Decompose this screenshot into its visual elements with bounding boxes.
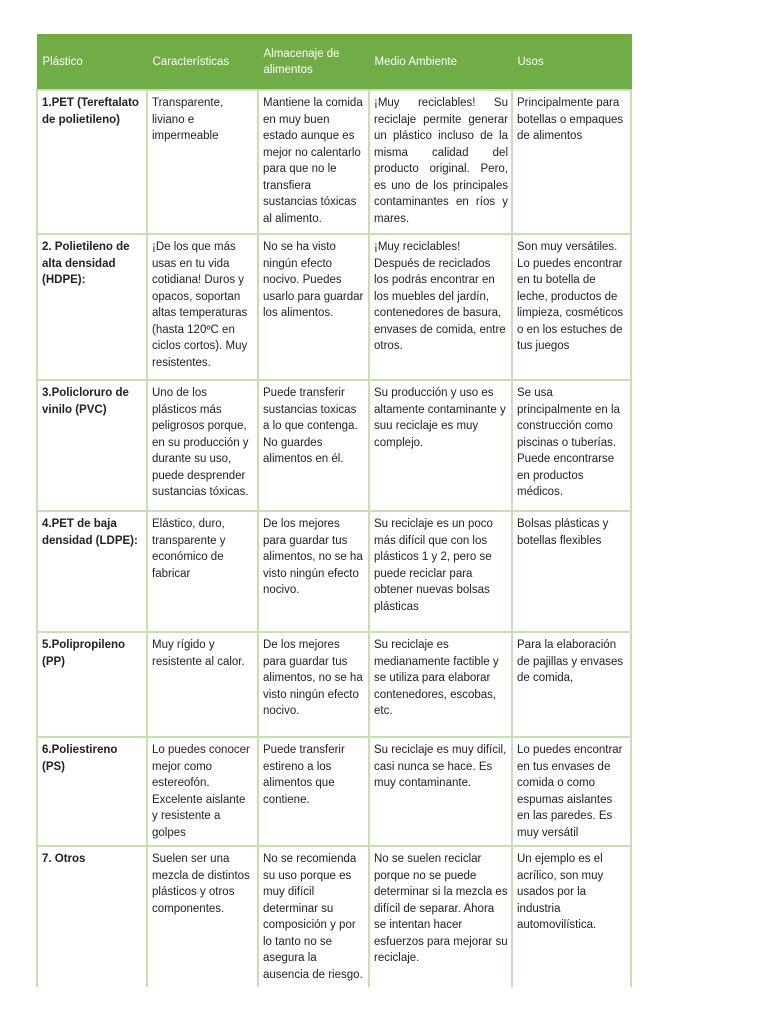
table-cell: Puede transferir sustancias toxicas a lo que contenga. No guardes alimentos en él.: [258, 380, 369, 511]
plastic-name-cell: 3.Policloruro de vinilo (PVC): [37, 380, 147, 511]
header-cell: Almacenaje de alimentos: [258, 35, 369, 91]
table-cell: Elástico, duro, transparente y económico de fabricar: [147, 511, 258, 632]
header-row: [37, 35, 631, 91]
table-cell: ¡Muy reciclables! Su reciclaje permite generar un plástico incluso de la misma calidad del producto original. Pero, es uno de los principales contaminantes en ríos y mares.: [369, 90, 512, 234]
table-cell: Su reciclaje es medianamente factible y se utiliza para elaborar contenedores, escobas, etc.: [369, 632, 512, 737]
table-cell: No se ha visto ningún efecto nocivo. Puedes usarlo para guardar los alimentos.: [258, 234, 369, 380]
table-cell: ¡Muy reciclables! Después de reciclados los podrás encontrar en los muebles del jardín, contenedores de basura, envases de comida, entre otros.: [369, 234, 512, 380]
header-cell: Características: [147, 35, 258, 91]
table-row: [37, 380, 631, 511]
table-cell: Uno de los plásticos más peligrosos porque, en su producción y durante su uso, puede desprender sustancias tóxicas.: [147, 380, 258, 511]
table-row: [37, 511, 631, 632]
table-row: [37, 90, 631, 234]
table-cell: Muy rígido y resistente al calor.: [147, 632, 258, 737]
plastic-name-cell: 1.PET (Tereftalato de polietileno): [37, 90, 147, 234]
table-cell: Para la elaboración de pajillas y envases de comida,: [512, 632, 631, 737]
table-cell: Principalmente para botellas o empaques de alimentos: [512, 90, 631, 234]
table-row: [37, 632, 631, 737]
plastic-name-cell: 4.PET de baja densidad (LDPE):: [37, 511, 147, 632]
table-cell: De los mejores para guardar tus alimentos, no se ha visto ningún efecto nocivo.: [258, 632, 369, 737]
table-cell: Lo puedes conocer mejor como estereofón. Excelente aislante y resistente a golpes: [147, 737, 258, 846]
plastic-name-cell: 7. Otros: [37, 846, 147, 987]
plastic-name-cell: 2. Polietileno de alta densidad (HDPE):: [37, 234, 147, 380]
table-cell: Puede transferir estireno a los alimentos que contiene.: [258, 737, 369, 846]
header-cell: Plástico: [37, 35, 147, 91]
table-cell: No se suelen reciclar porque no se puede determinar si la mezcla es difícil de separar. Ahora se intentan hacer esfuerzos para mejorar su reciclaje.: [369, 846, 512, 987]
table-cell: Su producción y uso es altamente contaminante y suu reciclaje es muy complejo.: [369, 380, 512, 511]
table-cell: Mantiene la comida en muy buen estado aunque es mejor no calentarlo para que no le transfiera sustancias tóxicas al alimento.: [258, 90, 369, 234]
table-cell: Su reciclaje es muy difícil, casi nunca se hace. Es muy contaminante.: [369, 737, 512, 846]
table-cell: Son muy versátiles. Lo puedes encontrar en tu botella de leche, productos de limpieza, cosméticos o en los estuches de tus juegos: [512, 234, 631, 380]
table-row: [37, 737, 631, 846]
table-cell: De los mejores para guardar tus alimentos, no se ha visto ningún efecto nocivo.: [258, 511, 369, 632]
table-cell: Transparente, liviano e impermeable: [147, 90, 258, 234]
plastic-name-cell: 5.Polipropileno (PP): [37, 632, 147, 737]
header-cell: Usos: [512, 35, 631, 91]
table-cell: No se recomienda su uso porque es muy difícil determinar su composición y por lo tanto no se asegura la ausencia de riesgo.: [258, 846, 369, 987]
table-cell: ¡De los que más usas en tu vida cotidiana! Duros y opacos, soportan altas temperaturas (hasta 120ºC en ciclos cortos). Muy resistentes.: [147, 234, 258, 380]
plastics-table: [36, 34, 632, 987]
header-cell: Medio Ambiente: [369, 35, 512, 91]
table-row: [37, 234, 631, 380]
table-row: [37, 846, 631, 987]
table-cell: Suelen ser una mezcla de distintos plásticos y otros componentes.: [147, 846, 258, 987]
table-cell: Bolsas plásticas y botellas flexibles: [512, 511, 631, 632]
table-cell: Un ejemplo es el acrílico, son muy usados por la industria automovilística.: [512, 846, 631, 987]
plastic-name-cell: 6.Poliestireno (PS): [37, 737, 147, 846]
table-cell: Su reciclaje es un poco más difícil que con los plásticos 1 y 2, pero se puede reciclar para obtener nuevas bolsas plásticas: [369, 511, 512, 632]
table-cell: Se usa principalmente en la construcción como piscinas o tuberías. Puede encontrarse en productos médicos.: [512, 380, 631, 511]
table-cell: Lo puedes encontrar en tus envases de comida o como espumas aislantes en las paredes. Es muy versátil: [512, 737, 631, 846]
